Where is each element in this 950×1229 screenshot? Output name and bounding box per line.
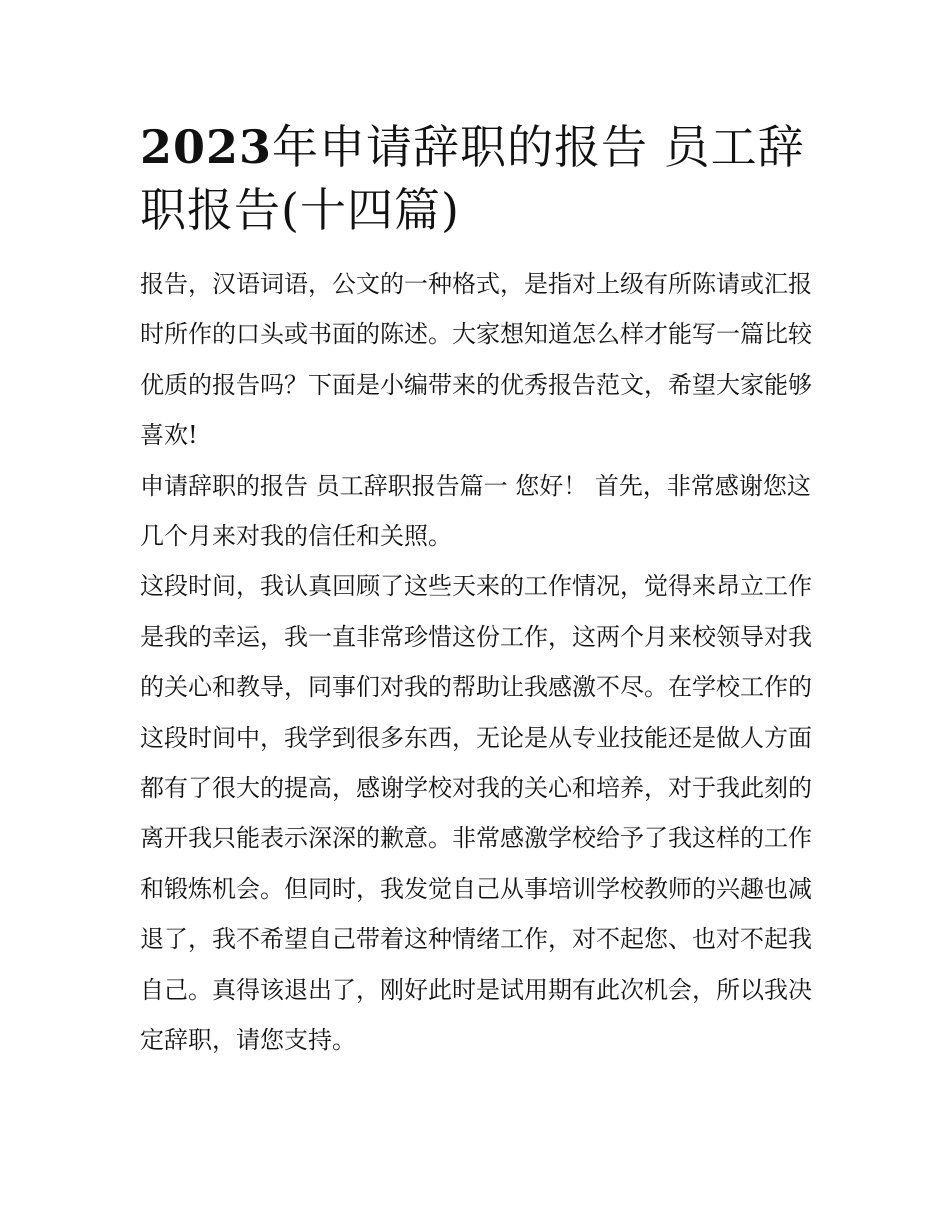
document-content	[140, 116, 812, 1066]
title-text: 年申请辞职的报告 员工辞职报告(十四篇)	[140, 120, 805, 237]
paragraph-greeting: 申请辞职的报告 员工辞职报告篇一 您好！ 首先，非常感谢您这几个月来对我的信任和关照。	[140, 471, 811, 551]
document-title	[140, 116, 812, 242]
paragraph-intro: 报告，汉语词语，公文的一种格式，是指对上级有所陈请或汇报时所作的口头或书面的陈述。大家想知道怎么样才能写一篇比较优质的报告吗？下面是小编带来的优秀报告范文，希望大家能够喜欢!	[140, 270, 812, 450]
title-year: 2023	[140, 120, 273, 174]
document-body	[140, 259, 812, 1066]
paragraph-main: 这段时间，我认真回顾了这些天来的工作情况，觉得来昂立工作是我的幸运，我一直非常珍惜这份工作，这两个月来校领导对我的关心和教导，同事们对我的帮助让我感激不尽。在学校工作的这段时间中，我学到很多东西，无论是从专业技能还是做人方面都有了很大的提高，感谢学校对我的关心和培养，对于我此刻的离开我只能表示深深的歉意。非常感激学校给予了我这样的工作和锻炼机会。但同时，我发觉自己从事培训学校教师的兴趣也减退了，我不希望自己带着这种情绪工作，对不起您、也对不起我自己。真得该退出了，刚好此时是试用期有此次机会，所以我决定辞职，请您支持。	[140, 572, 812, 1055]
